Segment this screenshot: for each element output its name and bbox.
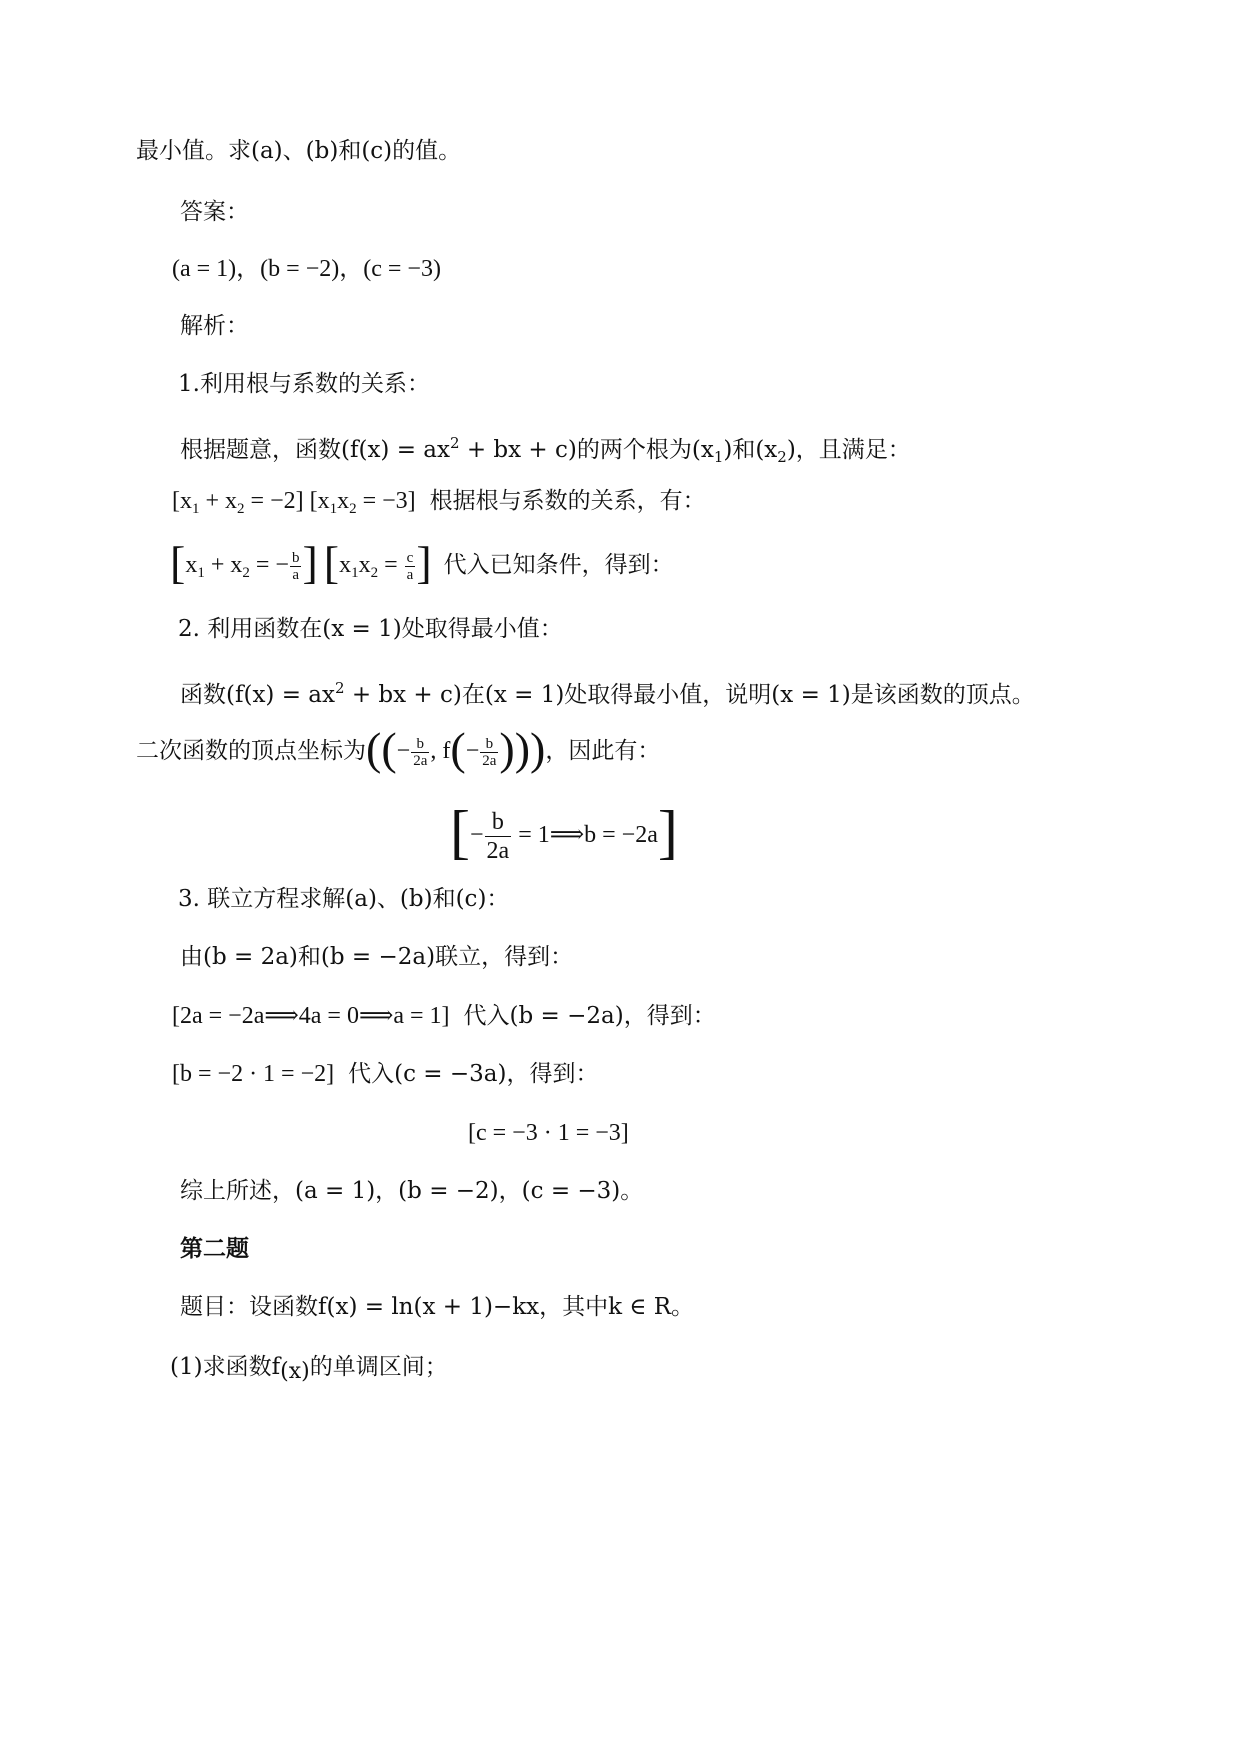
answer-label-text: 答案： <box>180 199 249 225</box>
eq5-text: 代入(c = −3a)，得到： <box>348 1061 599 1087</box>
bracket-open-2: [ <box>323 537 340 588</box>
eq3-num: b <box>491 809 504 835</box>
p1-sub2: 2 <box>777 448 787 466</box>
eq3-minus: − <box>469 822 484 849</box>
summary-text: 综上所述，(a = 1)，(b = −2)，(c = −3)。 <box>180 1178 644 1204</box>
p2-sup: 2 <box>334 679 345 697</box>
vertex-expression <box>366 723 546 774</box>
eq2-eq: = − <box>249 552 289 578</box>
step2-title-text: 2. 利用函数在(x = 1)处取得最小值： <box>178 616 563 642</box>
vfrac2-den: 2a <box>482 752 497 769</box>
vertex-minus: − <box>396 738 411 764</box>
vertex-f: , f <box>430 738 451 764</box>
vertex-minus2: − <box>465 738 480 764</box>
eq4-text: 代入(b = −2a)，得到： <box>463 1003 716 1029</box>
step1-title <box>178 364 430 404</box>
answer-values <box>172 249 441 289</box>
step3-title-text: 3. 联立方程求解(a)、(b)和(c)： <box>178 886 510 912</box>
eq5-expr: [b = −2 · 1 = −2] <box>172 1061 335 1087</box>
q2-statement <box>180 1287 694 1327</box>
eq3-rest: = 1⟹b = −2a <box>512 822 658 849</box>
eq2-s2: 2 <box>242 565 250 581</box>
q2-part1 <box>170 1347 448 1392</box>
analysis-label <box>180 306 249 346</box>
bracket-close-2: ] <box>416 537 432 588</box>
equation-roots-values <box>172 481 706 529</box>
vfrac1-num: b <box>416 735 425 752</box>
analysis-label-text: 解析： <box>180 313 249 339</box>
step3-title <box>178 879 509 919</box>
step3-paragraph <box>180 937 573 977</box>
eq6-expr: [c = −3 · 1 = −3] <box>468 1120 629 1146</box>
equation-vieta <box>170 537 674 593</box>
p2-seg-a: 函数(f(x) = ax <box>180 682 335 708</box>
frac-b-over-2a <box>485 808 512 865</box>
frac1-num: b <box>291 549 300 566</box>
eq2-s1: 1 <box>197 565 205 581</box>
vfrac2-num: b <box>485 735 494 752</box>
step1-paragraph <box>180 423 911 477</box>
step3-p1-text: 由(b = 2a)和(b = −2a)联立，得到： <box>180 944 574 970</box>
equation-solve-b <box>172 1054 598 1094</box>
p1-seg-b: + bx + c)的两个根为(x <box>459 437 714 463</box>
frac2-num: c <box>406 549 414 566</box>
eq1-s3: 1 <box>329 501 338 517</box>
frac2-den: a <box>406 566 414 583</box>
vertex-text: ，因此有： <box>545 738 661 764</box>
section-title-q2 <box>180 1229 249 1269</box>
p1-seg-c: )和(x <box>723 437 778 463</box>
bracket-close-1: ] <box>302 537 318 588</box>
eq2-x: x <box>185 552 198 578</box>
q2-part1-b: 的单调区间； <box>309 1354 448 1380</box>
frac-c-over-a <box>405 550 416 583</box>
eq1-e: = −3] <box>356 488 416 514</box>
eq1-s4: 2 <box>349 501 357 517</box>
eq2-x3: x <box>358 552 371 578</box>
step2-title <box>178 609 563 649</box>
answer-label <box>180 192 249 232</box>
eq1-text: 根据根与系数的关系，有： <box>429 488 706 514</box>
frac-vertex-1 <box>411 736 429 769</box>
frac-b-over-a <box>290 550 302 583</box>
eq2-s3: 1 <box>351 565 359 581</box>
frac1-den: a <box>290 566 302 583</box>
eq1-s2: 2 <box>237 501 245 517</box>
eq1-b: + x <box>199 488 238 514</box>
summary-line <box>180 1171 643 1211</box>
bracket-open-1: [ <box>170 537 186 588</box>
eq4-expr: [2a = −2a⟹4a = 0⟹a = 1] <box>172 1003 450 1029</box>
eq2-eq2: = <box>378 552 404 578</box>
p1-seg-a: 根据题意，函数(f(x) = ax <box>180 437 450 463</box>
equation-solve-c <box>468 1113 629 1153</box>
paren-open-inner: ( <box>450 723 466 774</box>
eq1-c: = −2] [x <box>244 488 330 514</box>
intro-text: 最小值。求(a)、(b)和(c)的值。 <box>136 138 462 164</box>
step1-title-text: 1.利用根与系数的关系： <box>178 371 430 397</box>
bracket-close-3: ] <box>657 799 678 866</box>
eq1-d: x <box>337 488 350 514</box>
q2-title-text: 第二题 <box>180 1235 249 1262</box>
p1-seg-d: )，且满足： <box>786 437 911 463</box>
text-line-intro <box>136 131 461 171</box>
q2-part1-num: (1) <box>170 1354 203 1380</box>
equation-solve-a <box>172 996 716 1036</box>
eq2-plus: + x <box>204 552 243 578</box>
vertex-a: 二次函数的顶点坐标为 <box>136 738 366 764</box>
p1-sub1: 1 <box>713 448 724 466</box>
p2-seg-b: + bx + c)在(x = 1)处取得最小值，说明(x = 1)是该函数的顶点。 <box>344 682 1035 708</box>
vertex-line <box>136 723 661 774</box>
frac-vertex-2 <box>480 736 498 769</box>
q2-text: 题目：设函数f(x) = ln(x + 1)−kx，其中k ∈ R。 <box>180 1294 695 1320</box>
vfrac1-den: 2a <box>413 752 428 769</box>
equation-vertex-x <box>450 799 678 866</box>
eq3-den: 2a <box>486 838 510 864</box>
q2-part1-x: (x) <box>280 1359 310 1384</box>
bracket-open-3: [ <box>450 799 470 866</box>
step2-paragraph <box>180 668 1035 715</box>
p1-sup: 2 <box>449 434 460 452</box>
q2-part1-a: 求函数f <box>202 1354 281 1380</box>
eq2-s4: 2 <box>370 565 379 581</box>
eq2-x2: x <box>339 552 352 578</box>
eq2-text: 代入已知条件，得到： <box>443 552 674 578</box>
eq1-s1: 1 <box>192 501 200 517</box>
paren-open-outer: (( <box>366 723 397 774</box>
answer-values-text: (a = 1)，(b = −2)，(c = −3) <box>172 256 441 282</box>
eq1-a: [x <box>172 488 192 514</box>
paren-close-all: ))) <box>499 723 546 774</box>
